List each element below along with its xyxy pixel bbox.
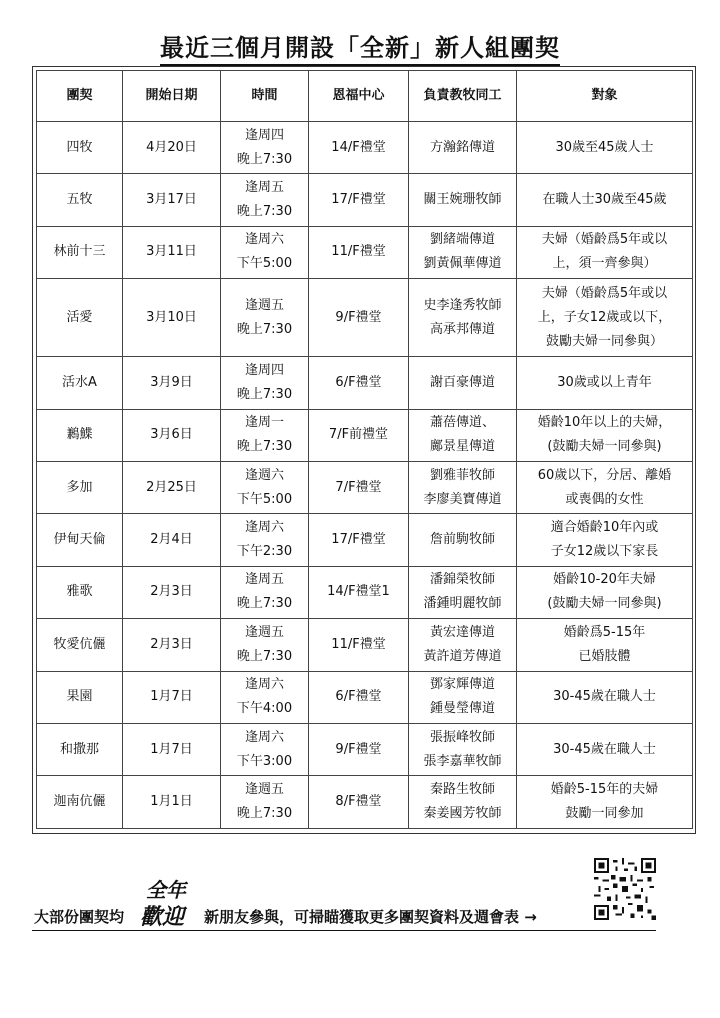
target-group <box>517 514 693 566</box>
footer-underline <box>32 930 656 931</box>
meeting-time-line: 晚上7:30 <box>236 439 293 455</box>
venue: 7/F禮堂 <box>309 461 409 513</box>
pastoral-staff <box>409 671 517 723</box>
target-group <box>517 357 693 409</box>
meeting-time <box>221 671 309 723</box>
table-row <box>37 226 693 278</box>
start-date: 3月6日 <box>123 409 221 461</box>
venue: 14/F禮堂1 <box>309 566 409 618</box>
table-row <box>37 122 693 174</box>
target-group-line: 婚齡10年以上的夫婦， <box>537 415 672 431</box>
pastoral-staff-line: 鍾曼瑩傳道 <box>429 701 495 717</box>
venue: 7/F前禮堂 <box>309 409 409 461</box>
fellowship-name: 四牧 <box>37 122 123 174</box>
fellowship-name: 活水A <box>37 357 123 409</box>
table-row <box>37 279 693 357</box>
target-group <box>517 226 693 278</box>
meeting-time <box>221 226 309 278</box>
target-group-line: 婚齡5-15年的夫婦 <box>550 781 659 797</box>
meeting-time <box>221 122 309 174</box>
footer-prefix: 大部份團契均 <box>34 908 125 926</box>
fellowship-name: 果園 <box>37 671 123 723</box>
meeting-time-line: 下午3:00 <box>236 753 293 769</box>
fellowship-table <box>36 70 693 829</box>
pastoral-staff-line: 黃許道芳傳道 <box>423 648 502 664</box>
table-row <box>37 619 693 671</box>
fellowship-name: 和撒那 <box>37 723 123 775</box>
pastoral-staff <box>409 409 517 461</box>
qr-code-icon[interactable] <box>594 858 656 920</box>
calligraphy-top: 全年 <box>146 878 186 902</box>
page-title: 最近三個月開設「全新」新人組團契 <box>0 28 720 63</box>
venue: 6/F禮堂 <box>309 671 409 723</box>
meeting-time-line: 逢周一 <box>244 415 284 431</box>
pastoral-staff-line: 史李逢秀牧師 <box>423 297 502 313</box>
venue: 14/F禮堂 <box>309 122 409 174</box>
start-date: 1月7日 <box>123 723 221 775</box>
table-row <box>37 357 693 409</box>
target-group-line: 30歲至45歲人士 <box>555 139 654 155</box>
venue: 17/F禮堂 <box>309 174 409 226</box>
pastoral-staff-line: 劉黃佩華傳道 <box>423 256 502 272</box>
pastoral-staff-line: 謝百豪傳道 <box>429 374 495 390</box>
target-group-line: 上，須一齊參與） <box>552 256 657 272</box>
target-group-line: 已婚肢體 <box>578 648 631 664</box>
start-date: 3月10日 <box>123 279 221 357</box>
meeting-time-line: 逢周五 <box>244 180 284 196</box>
meeting-time <box>221 409 309 461</box>
venue: 9/F禮堂 <box>309 723 409 775</box>
col-header: 對象 <box>517 71 693 122</box>
venue: 6/F禮堂 <box>309 357 409 409</box>
pastoral-staff <box>409 174 517 226</box>
calligraphy-welcome <box>140 874 200 930</box>
fellowship-name: 林前十三 <box>37 226 123 278</box>
table-row <box>37 671 693 723</box>
target-group-line: 30-45歲在職人士 <box>553 689 656 705</box>
meeting-time-line: 下午5:00 <box>236 256 293 272</box>
pastoral-staff-line: 高承邦傳道 <box>429 321 495 337</box>
meeting-time-line: 逢週五 <box>244 624 284 640</box>
pastoral-staff-line: 劉雅菲牧師 <box>429 467 495 483</box>
calligraphy-bottom: 歡迎 <box>140 904 185 930</box>
meeting-time-line: 晚上7:30 <box>236 321 293 337</box>
col-header: 負責教牧同工 <box>409 71 517 122</box>
start-date: 2月25日 <box>123 461 221 513</box>
meeting-time <box>221 174 309 226</box>
meeting-time-line: 晚上7:30 <box>236 648 293 664</box>
target-group-line: 30歲或以上青年 <box>557 374 652 390</box>
start-date: 4月20日 <box>123 122 221 174</box>
venue: 8/F禮堂 <box>309 776 409 828</box>
venue: 17/F禮堂 <box>309 514 409 566</box>
target-group <box>517 723 693 775</box>
pastoral-staff-line: 蕭蓓傳道、 <box>429 415 495 431</box>
pastoral-staff <box>409 461 517 513</box>
target-group-line: 子女12歲以下家長 <box>550 544 659 560</box>
meeting-time-line: 逢周六 <box>244 520 284 536</box>
pastoral-staff <box>409 514 517 566</box>
start-date: 2月3日 <box>123 566 221 618</box>
target-group-line: 夫婦（婚齡爲5年或以 <box>541 285 668 301</box>
target-group-line: 或喪偶的女性 <box>565 491 644 507</box>
meeting-time-line: 下午5:00 <box>236 491 293 507</box>
target-group <box>517 566 693 618</box>
venue: 9/F禮堂 <box>309 279 409 357</box>
meeting-time <box>221 514 309 566</box>
fellowship-name: 牧愛伉儷 <box>37 619 123 671</box>
target-group <box>517 409 693 461</box>
meeting-time <box>221 566 309 618</box>
meeting-time <box>221 357 309 409</box>
pastoral-staff-line: 張李嘉華牧師 <box>423 753 502 769</box>
pastoral-staff <box>409 566 517 618</box>
start-date: 1月1日 <box>123 776 221 828</box>
meeting-time <box>221 776 309 828</box>
pastoral-staff <box>409 122 517 174</box>
start-date: 3月11日 <box>123 226 221 278</box>
target-group-line: 婚齡10-20年夫婦 <box>553 572 656 588</box>
target-group-line: 60歲以下，分居、離婚 <box>537 467 672 483</box>
meeting-time-line: 晚上7:30 <box>236 805 293 821</box>
col-header: 團契 <box>37 71 123 122</box>
meeting-time-line: 晚上7:30 <box>236 151 293 167</box>
meeting-time-line: 晚上7:30 <box>236 204 293 220</box>
meeting-time <box>221 279 309 357</box>
fellowship-name: 雅歌 <box>37 566 123 618</box>
target-group <box>517 122 693 174</box>
meeting-time-line: 下午4:00 <box>236 701 293 717</box>
venue: 11/F禮堂 <box>309 226 409 278</box>
fellowship-name: 鶼鰈 <box>37 409 123 461</box>
fellowship-name: 活愛 <box>37 279 123 357</box>
fellowship-name: 迦南伉儷 <box>37 776 123 828</box>
table-row <box>37 566 693 618</box>
target-group-line: (鼓勵夫婦一同參與) <box>547 596 662 612</box>
fellowship-name: 五牧 <box>37 174 123 226</box>
pastoral-staff <box>409 226 517 278</box>
pastoral-staff-line: 鄧家輝傳道 <box>429 677 495 693</box>
table-row <box>37 461 693 513</box>
pastoral-staff <box>409 279 517 357</box>
table-row <box>37 409 693 461</box>
pastoral-staff-line: 劉緒端傳道 <box>429 232 495 248</box>
meeting-time-line: 晚上7:30 <box>236 596 293 612</box>
col-header: 開始日期 <box>123 71 221 122</box>
target-group <box>517 279 693 357</box>
target-group-line: 夫婦（婚齡爲5年或以 <box>541 232 668 248</box>
meeting-time-line: 逢周六 <box>244 677 284 693</box>
meeting-time-line: 逢週五 <box>244 297 284 313</box>
target-group-line: 在職人士30歲至45歲 <box>542 192 667 208</box>
target-group <box>517 776 693 828</box>
pastoral-staff-line: 方瀚銘傳道 <box>429 139 495 155</box>
target-group-line: 適合婚齡10年內或 <box>550 520 659 536</box>
meeting-time-line: 逢周六 <box>244 232 284 248</box>
start-date: 1月7日 <box>123 671 221 723</box>
venue: 11/F禮堂 <box>309 619 409 671</box>
start-date: 2月3日 <box>123 619 221 671</box>
footer-text: 新朋友參與，可掃瞄獲取更多團契資料及週會表 → <box>204 908 537 926</box>
start-date: 2月4日 <box>123 514 221 566</box>
table-row <box>37 514 693 566</box>
table-row <box>37 776 693 828</box>
pastoral-staff <box>409 776 517 828</box>
meeting-time-line: 逢周五 <box>244 572 284 588</box>
target-group-line: 30-45歲在職人士 <box>553 741 656 757</box>
meeting-time <box>221 723 309 775</box>
pastoral-staff-line: 關王婉珊牧師 <box>423 192 502 208</box>
target-group-line: 婚齡爲5-15年 <box>563 624 646 640</box>
start-date: 3月9日 <box>123 357 221 409</box>
meeting-time-line: 逢周六 <box>244 729 284 745</box>
target-group-line: 鼓勵夫婦一同參與） <box>545 333 663 349</box>
target-group <box>517 619 693 671</box>
pastoral-staff-line: 詹前駒牧師 <box>429 532 495 548</box>
target-group <box>517 174 693 226</box>
fellowship-name: 多加 <box>37 461 123 513</box>
meeting-time-line: 晚上7:30 <box>236 386 293 402</box>
meeting-time <box>221 461 309 513</box>
pastoral-staff-line: 潘錦榮牧師 <box>429 572 495 588</box>
meeting-time-line: 逢週六 <box>244 467 284 483</box>
pastoral-staff-line: 李廖美寶傳道 <box>423 491 502 507</box>
pastoral-staff-line: 張振峰牧師 <box>429 729 495 745</box>
pastoral-staff <box>409 723 517 775</box>
start-date: 3月17日 <box>123 174 221 226</box>
pastoral-staff-line: 黃宏達傳道 <box>429 624 495 640</box>
meeting-time <box>221 619 309 671</box>
meeting-time-line: 下午2:30 <box>236 544 293 560</box>
pastoral-staff-line: 鄺景星傳道 <box>429 439 495 455</box>
target-group-line: 鼓勵一同參加 <box>565 805 644 821</box>
meeting-time-line: 逢周四 <box>244 362 284 378</box>
col-header: 恩福中心 <box>309 71 409 122</box>
pastoral-staff-line: 秦姜國芳牧師 <box>423 805 502 821</box>
pastoral-staff-line: 潘鍾明麗牧師 <box>423 596 502 612</box>
target-group <box>517 461 693 513</box>
fellowship-name: 伊甸天倫 <box>37 514 123 566</box>
target-group-line: 上，子女12歲或以下， <box>537 309 672 325</box>
table-header-row <box>37 71 693 122</box>
meeting-time-line: 逢週五 <box>244 781 284 797</box>
table-row <box>37 174 693 226</box>
table-row <box>37 723 693 775</box>
pastoral-staff <box>409 619 517 671</box>
table-body <box>37 122 693 829</box>
pastoral-staff <box>409 357 517 409</box>
target-group-line: (鼓勵夫婦一同參與) <box>547 439 662 455</box>
target-group <box>517 671 693 723</box>
col-header: 時間 <box>221 71 309 122</box>
pastoral-staff-line: 秦路生牧師 <box>429 781 495 797</box>
meeting-time-line: 逢周四 <box>244 127 284 143</box>
